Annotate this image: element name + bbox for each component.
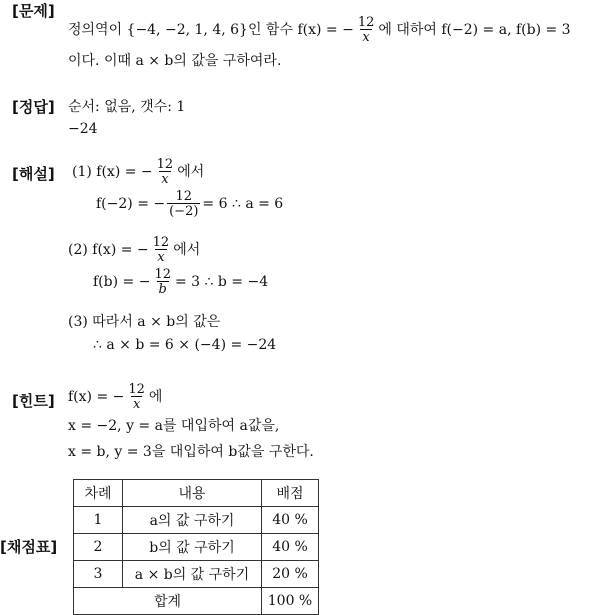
header-cell: 배점 <box>262 480 319 507</box>
rubric-label: [채점표] <box>0 538 58 556</box>
hint-line-2: x = −2, y = a를 대입하여 a값을, <box>68 418 280 434</box>
answer-label: [정답] <box>12 98 55 116</box>
solution-step-1b: f(−2) = − $\frac{12}{(-2)}$ = 6 ∴ a = 6 <box>96 189 284 219</box>
table-row <box>74 507 319 534</box>
answer-line-1: 순서: 없음, 갯수: 1 <box>68 99 186 115</box>
table-cell: b의 값 구하기 <box>123 534 262 561</box>
solution-label: [해설] <box>12 165 55 183</box>
answer-value: −24 <box>68 121 98 137</box>
table-cell: a의 값 구하기 <box>123 507 262 534</box>
solution-result: ∴ a × b = 6 × (−4) = −24 <box>93 337 277 353</box>
table-row <box>74 534 319 561</box>
solution-step-1: (1) f(x) = − $\frac{12}{x}$ 에서 <box>72 157 205 187</box>
solution-step-2b: f(b) = − $\frac{12}{b}$ = 3 ∴ b = −4 <box>93 267 269 297</box>
solution-step-3: (3) 따라서 a × b의 값은 <box>68 314 221 330</box>
rubric-table <box>73 479 319 615</box>
table-cell: 40 % <box>262 534 319 561</box>
fraction: $\frac{12}{x}$ <box>357 15 375 45</box>
table-cell: 40 % <box>262 507 319 534</box>
table-total-row <box>74 588 319 615</box>
hint-line-3: x = b, y = 3을 대입하여 b값을 구한다. <box>68 444 314 460</box>
header-cell: 내용 <box>123 480 262 507</box>
table-header-row <box>74 480 319 507</box>
solution-step-2: (2) f(x) = − $\frac{12}{x}$ 에서 <box>68 235 201 265</box>
total-label-cell: 합계 <box>74 588 262 615</box>
table-cell: 20 % <box>262 561 319 588</box>
table-row <box>74 561 319 588</box>
hint-line-1: f(x) = − $\frac{12}{x}$ 에 <box>68 382 163 412</box>
fraction: $\frac{12}{b}$ <box>154 267 171 297</box>
header-cell: 차례 <box>74 480 123 507</box>
table-cell: 1 <box>74 507 123 534</box>
fraction: $\frac{12}{x}$ <box>156 157 174 187</box>
table-cell: a × b의 값 구하기 <box>123 561 262 588</box>
fraction: $\frac{12}{(-2)}$ <box>169 189 199 219</box>
total-value-cell: 100 % <box>262 588 319 615</box>
fraction: $\frac{12}{x}$ <box>152 235 170 265</box>
table-cell: 2 <box>74 534 123 561</box>
hint-label: [힌트] <box>12 392 55 410</box>
problem-label: [문제] <box>12 2 55 20</box>
table-cell: 3 <box>74 561 123 588</box>
problem-line-1: 정의역이 {−4, −2, 1, 4, 6}인 함수 f(x) = − $\frac{12}{x}$ 에 대하여 f(−2) = a, f(b) = 3 <box>68 15 571 45</box>
problem-line-2: 이다. 이때 a × b의 값을 구하여라. <box>68 53 282 69</box>
fraction: $\frac{12}{x}$ <box>128 382 145 412</box>
